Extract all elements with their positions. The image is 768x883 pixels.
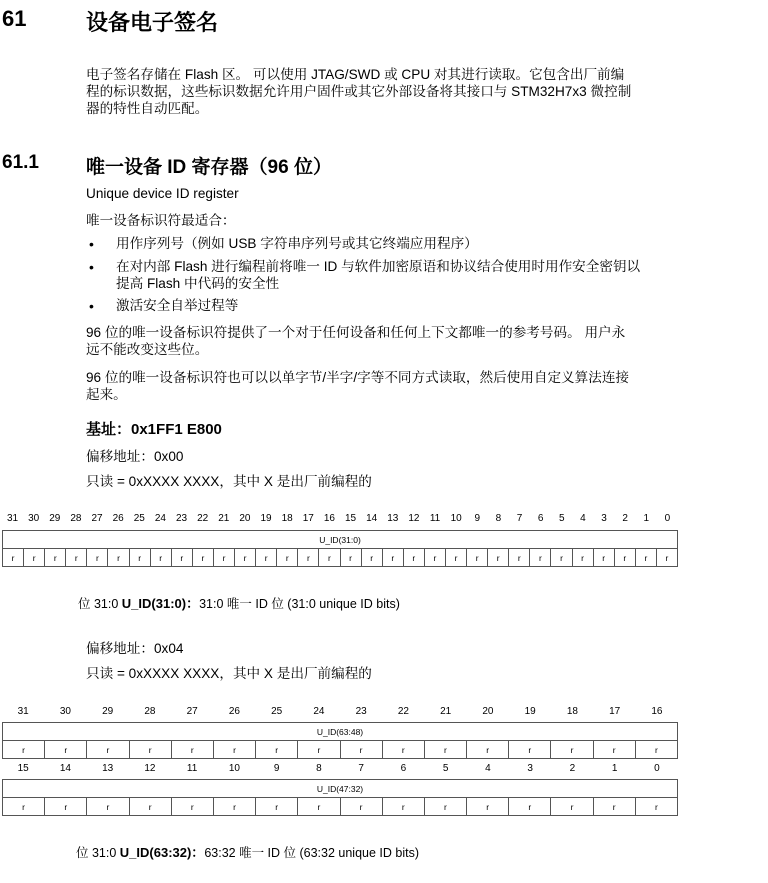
intro-line-3: 器的特性自动匹配。 xyxy=(86,101,209,116)
access-cell: r xyxy=(424,798,466,816)
bit-number: 12 xyxy=(144,763,156,774)
bit-number: 20 xyxy=(482,706,494,717)
reg1-bit-numbers-high xyxy=(2,706,678,717)
access-cell: r xyxy=(150,549,171,567)
access-cell: r xyxy=(614,549,635,567)
bullet-dot: • xyxy=(89,298,94,314)
access-cell: r xyxy=(551,798,593,816)
bit-number: 13 xyxy=(387,513,399,524)
access-cell: r xyxy=(593,549,614,567)
bit-number: 29 xyxy=(102,706,114,717)
access-cell: r xyxy=(24,549,45,567)
bit-number: 19 xyxy=(260,513,272,524)
bit-number: 27 xyxy=(91,513,103,524)
access-cell: r xyxy=(656,549,677,567)
bit-number: 15 xyxy=(17,763,29,774)
reg1-offset: 偏移地址：0x04 xyxy=(86,641,184,656)
access-cell: r xyxy=(45,741,87,759)
bit-number: 29 xyxy=(49,513,61,524)
bit-number: 8 xyxy=(316,763,322,774)
bit-number: 21 xyxy=(218,513,230,524)
access-cell: r xyxy=(319,549,340,567)
access-cell: r xyxy=(256,549,277,567)
para-2-line-2: 起来。 xyxy=(86,387,127,402)
section-number: 61.1 xyxy=(2,152,39,173)
access-cell: r xyxy=(298,741,340,759)
bullet-item-2-line-2: 提高 Flash 中代码的安全性 xyxy=(116,276,280,291)
bit-number: 26 xyxy=(228,706,240,717)
reg1-table-high xyxy=(2,722,678,759)
access-cell: r xyxy=(593,798,635,816)
access-cell: r xyxy=(424,741,466,759)
access-cell: r xyxy=(108,549,129,567)
access-cell: r xyxy=(635,798,677,816)
section-title: 唯一设备 ID 寄存器（96 位） xyxy=(86,157,332,178)
bit-number: 4 xyxy=(580,513,586,524)
access-cell: r xyxy=(551,741,593,759)
access-cell: r xyxy=(530,549,551,567)
access-cell: r xyxy=(509,798,551,816)
access-cell: r xyxy=(382,798,424,816)
access-cell: r xyxy=(424,549,445,567)
bit-number: 12 xyxy=(408,513,420,524)
access-cell: r xyxy=(235,549,256,567)
bit-number: 13 xyxy=(102,763,114,774)
access-cell: r xyxy=(129,549,150,567)
reg0-desc-text: 31:0 唯一 ID 位 (31:0 unique ID bits) xyxy=(199,597,400,611)
bit-number: 6 xyxy=(537,513,544,524)
para-1-line-1: 96 位的唯一设备标识符提供了一个对于任何设备和任何上下文都唯一的参考号码。 用户永 xyxy=(86,325,626,340)
reg0-desc-field: U_ID(31:0)： xyxy=(121,596,200,611)
base-address: 基址：0x1FF1 E800 xyxy=(86,421,222,438)
bit-number: 26 xyxy=(112,513,124,524)
reg1-desc-prefix: 位 31:0 xyxy=(76,846,120,860)
access-cell: r xyxy=(298,549,319,567)
intro-line-2: 程的标识数据，这些标识数据允许用户固件或其它外部设备将其接口与 STM32H7x3 微控制 xyxy=(86,84,632,99)
access-cell: r xyxy=(340,549,361,567)
reg1-readonly: 只读 = 0xXXXX XXXX，其中 X 是出厂前编程的 xyxy=(86,666,372,681)
bit-number: 18 xyxy=(566,706,578,717)
access-cell: r xyxy=(256,741,298,759)
bit-number: 1 xyxy=(611,763,618,774)
bullet-dot: • xyxy=(89,259,94,275)
access-cell: r xyxy=(298,798,340,816)
intro-line-1: 电子签名存储在 Flash 区。 可以使用 JTAG/SWD 或 CPU 对其进行读取。它包含出厂前编 xyxy=(86,67,625,82)
access-cell: r xyxy=(488,549,509,567)
reg1-desc-text: 63:32 唯一 ID 位 (63:32 unique ID bits) xyxy=(204,846,419,860)
access-cell: r xyxy=(3,741,45,759)
bit-number: 6 xyxy=(400,763,407,774)
access-cell: r xyxy=(3,798,45,816)
bit-number: 24 xyxy=(313,706,325,717)
reg1-bit-numbers-low xyxy=(2,763,678,774)
access-cell: r xyxy=(45,549,66,567)
access-cell: r xyxy=(445,549,466,567)
bit-number: 4 xyxy=(485,763,491,774)
bit-number: 14 xyxy=(59,763,71,774)
access-cell: r xyxy=(87,549,108,567)
access-cell: r xyxy=(213,741,255,759)
bit-number: 0 xyxy=(654,763,660,774)
bit-number: 0 xyxy=(664,513,671,524)
access-cell: r xyxy=(129,798,171,816)
bit-number: 25 xyxy=(271,706,283,717)
reg0-table xyxy=(2,530,678,567)
reg0-readonly: 只读 = 0xXXXX XXXX，其中 X 是出厂前编程的 xyxy=(86,474,372,489)
access-cell: r xyxy=(593,741,635,759)
section-lead: 唯一设备标识符最适合： xyxy=(86,213,236,228)
bit-number: 1 xyxy=(643,513,650,524)
access-cell: r xyxy=(3,549,24,567)
access-cell: r xyxy=(171,549,192,567)
access-cell: r xyxy=(467,549,488,567)
bit-number: 2 xyxy=(569,763,576,774)
access-cell: r xyxy=(213,798,255,816)
bit-number: 18 xyxy=(281,513,293,524)
bit-number: 5 xyxy=(559,513,565,524)
reg1-field-low: U_ID(47:32) xyxy=(3,780,678,798)
bit-number: 3 xyxy=(601,513,607,524)
bit-number: 31 xyxy=(7,513,19,524)
bit-number: 9 xyxy=(273,763,280,774)
access-cell: r xyxy=(572,549,593,567)
bit-number: 11 xyxy=(429,513,441,524)
bit-number: 16 xyxy=(651,706,663,717)
access-cell: r xyxy=(467,741,509,759)
access-cell: r xyxy=(213,549,234,567)
reg0-offset: 偏移地址：0x00 xyxy=(86,449,184,464)
access-cell: r xyxy=(66,549,87,567)
bit-number: 20 xyxy=(239,513,251,524)
bit-number: 11 xyxy=(186,763,198,774)
access-cell: r xyxy=(551,549,572,567)
bit-number: 7 xyxy=(358,763,364,774)
bit-number: 31 xyxy=(17,706,29,717)
section-subtitle: Unique device ID register xyxy=(86,186,239,201)
para-2-line-1: 96 位的唯一设备标识符也可以以单字节/半字/字等不同方式读取，然后使用自定义算法连接 xyxy=(86,370,630,385)
bit-number: 10 xyxy=(450,513,462,524)
access-cell: r xyxy=(192,549,213,567)
bit-number: 21 xyxy=(440,706,452,717)
para-1-line-2: 远不能改变这些位。 xyxy=(86,342,209,357)
bit-number: 30 xyxy=(59,706,71,717)
bit-number: 22 xyxy=(397,706,409,717)
bit-number: 17 xyxy=(302,513,314,524)
reg0-description xyxy=(78,593,400,612)
access-cell: r xyxy=(509,549,530,567)
reg1-desc-field: U_ID(63:32)： xyxy=(119,845,205,860)
bit-number: 8 xyxy=(495,513,502,524)
bit-number: 23 xyxy=(355,706,367,717)
bit-number: 28 xyxy=(144,706,156,717)
access-cell: r xyxy=(340,798,382,816)
reg1-access-row-high xyxy=(3,741,678,759)
bit-number: 25 xyxy=(133,513,145,524)
reg0-desc-prefix: 位 31:0 xyxy=(78,597,122,611)
access-cell: r xyxy=(87,798,129,816)
bullet-item-3: 激活安全自举过程等 xyxy=(116,298,239,313)
bit-number: 7 xyxy=(516,513,523,524)
bit-number: 9 xyxy=(474,513,481,524)
access-cell: r xyxy=(171,798,213,816)
reg0-field-name: U_ID(31:0) xyxy=(3,531,678,549)
bit-number: 17 xyxy=(609,706,621,717)
access-cell: r xyxy=(256,798,298,816)
access-cell: r xyxy=(382,741,424,759)
reg1-description xyxy=(76,842,419,861)
chapter-title: 设备电子签名 xyxy=(86,10,219,35)
access-cell: r xyxy=(635,741,677,759)
access-cell: r xyxy=(87,741,129,759)
chapter-number: 61 xyxy=(2,6,27,31)
access-cell: r xyxy=(403,549,424,567)
bit-number: 10 xyxy=(228,763,240,774)
bit-number: 22 xyxy=(197,513,209,524)
access-cell: r xyxy=(129,741,171,759)
access-cell: r xyxy=(467,798,509,816)
bit-number: 14 xyxy=(366,513,378,524)
reg0-access-row xyxy=(3,549,678,567)
bit-number: 23 xyxy=(176,513,188,524)
reg0-bit-numbers xyxy=(2,513,678,524)
bit-number: 3 xyxy=(527,763,533,774)
access-cell: r xyxy=(171,741,213,759)
access-cell: r xyxy=(277,549,298,567)
access-cell: r xyxy=(509,741,551,759)
bullet-item-2-line-1: 在对内部 Flash 进行编程前将唯一 ID 与软件加密原语和协议结合使用时用作安全密钥以 xyxy=(116,259,641,274)
access-cell: r xyxy=(45,798,87,816)
access-cell: r xyxy=(635,549,656,567)
bit-number: 5 xyxy=(442,763,449,774)
bit-number: 27 xyxy=(186,706,198,717)
bit-number: 28 xyxy=(70,513,82,524)
bit-number: 2 xyxy=(622,513,628,524)
bit-number: 16 xyxy=(323,513,335,524)
bit-number: 24 xyxy=(154,513,166,524)
access-cell: r xyxy=(340,741,382,759)
bit-number: 15 xyxy=(345,513,357,524)
reg1-access-row-low xyxy=(3,798,678,816)
access-cell: r xyxy=(382,549,403,567)
access-cell: r xyxy=(361,549,382,567)
bullet-item-1: 用作序列号（例如 USB 字符串序列号或其它终端应用程序） xyxy=(116,236,478,251)
reg1-table-low xyxy=(2,779,678,816)
bit-number: 30 xyxy=(28,513,40,524)
bit-number: 19 xyxy=(524,706,536,717)
reg1-field-high: U_ID(63:48) xyxy=(3,723,678,741)
bullet-dot: • xyxy=(89,236,94,252)
